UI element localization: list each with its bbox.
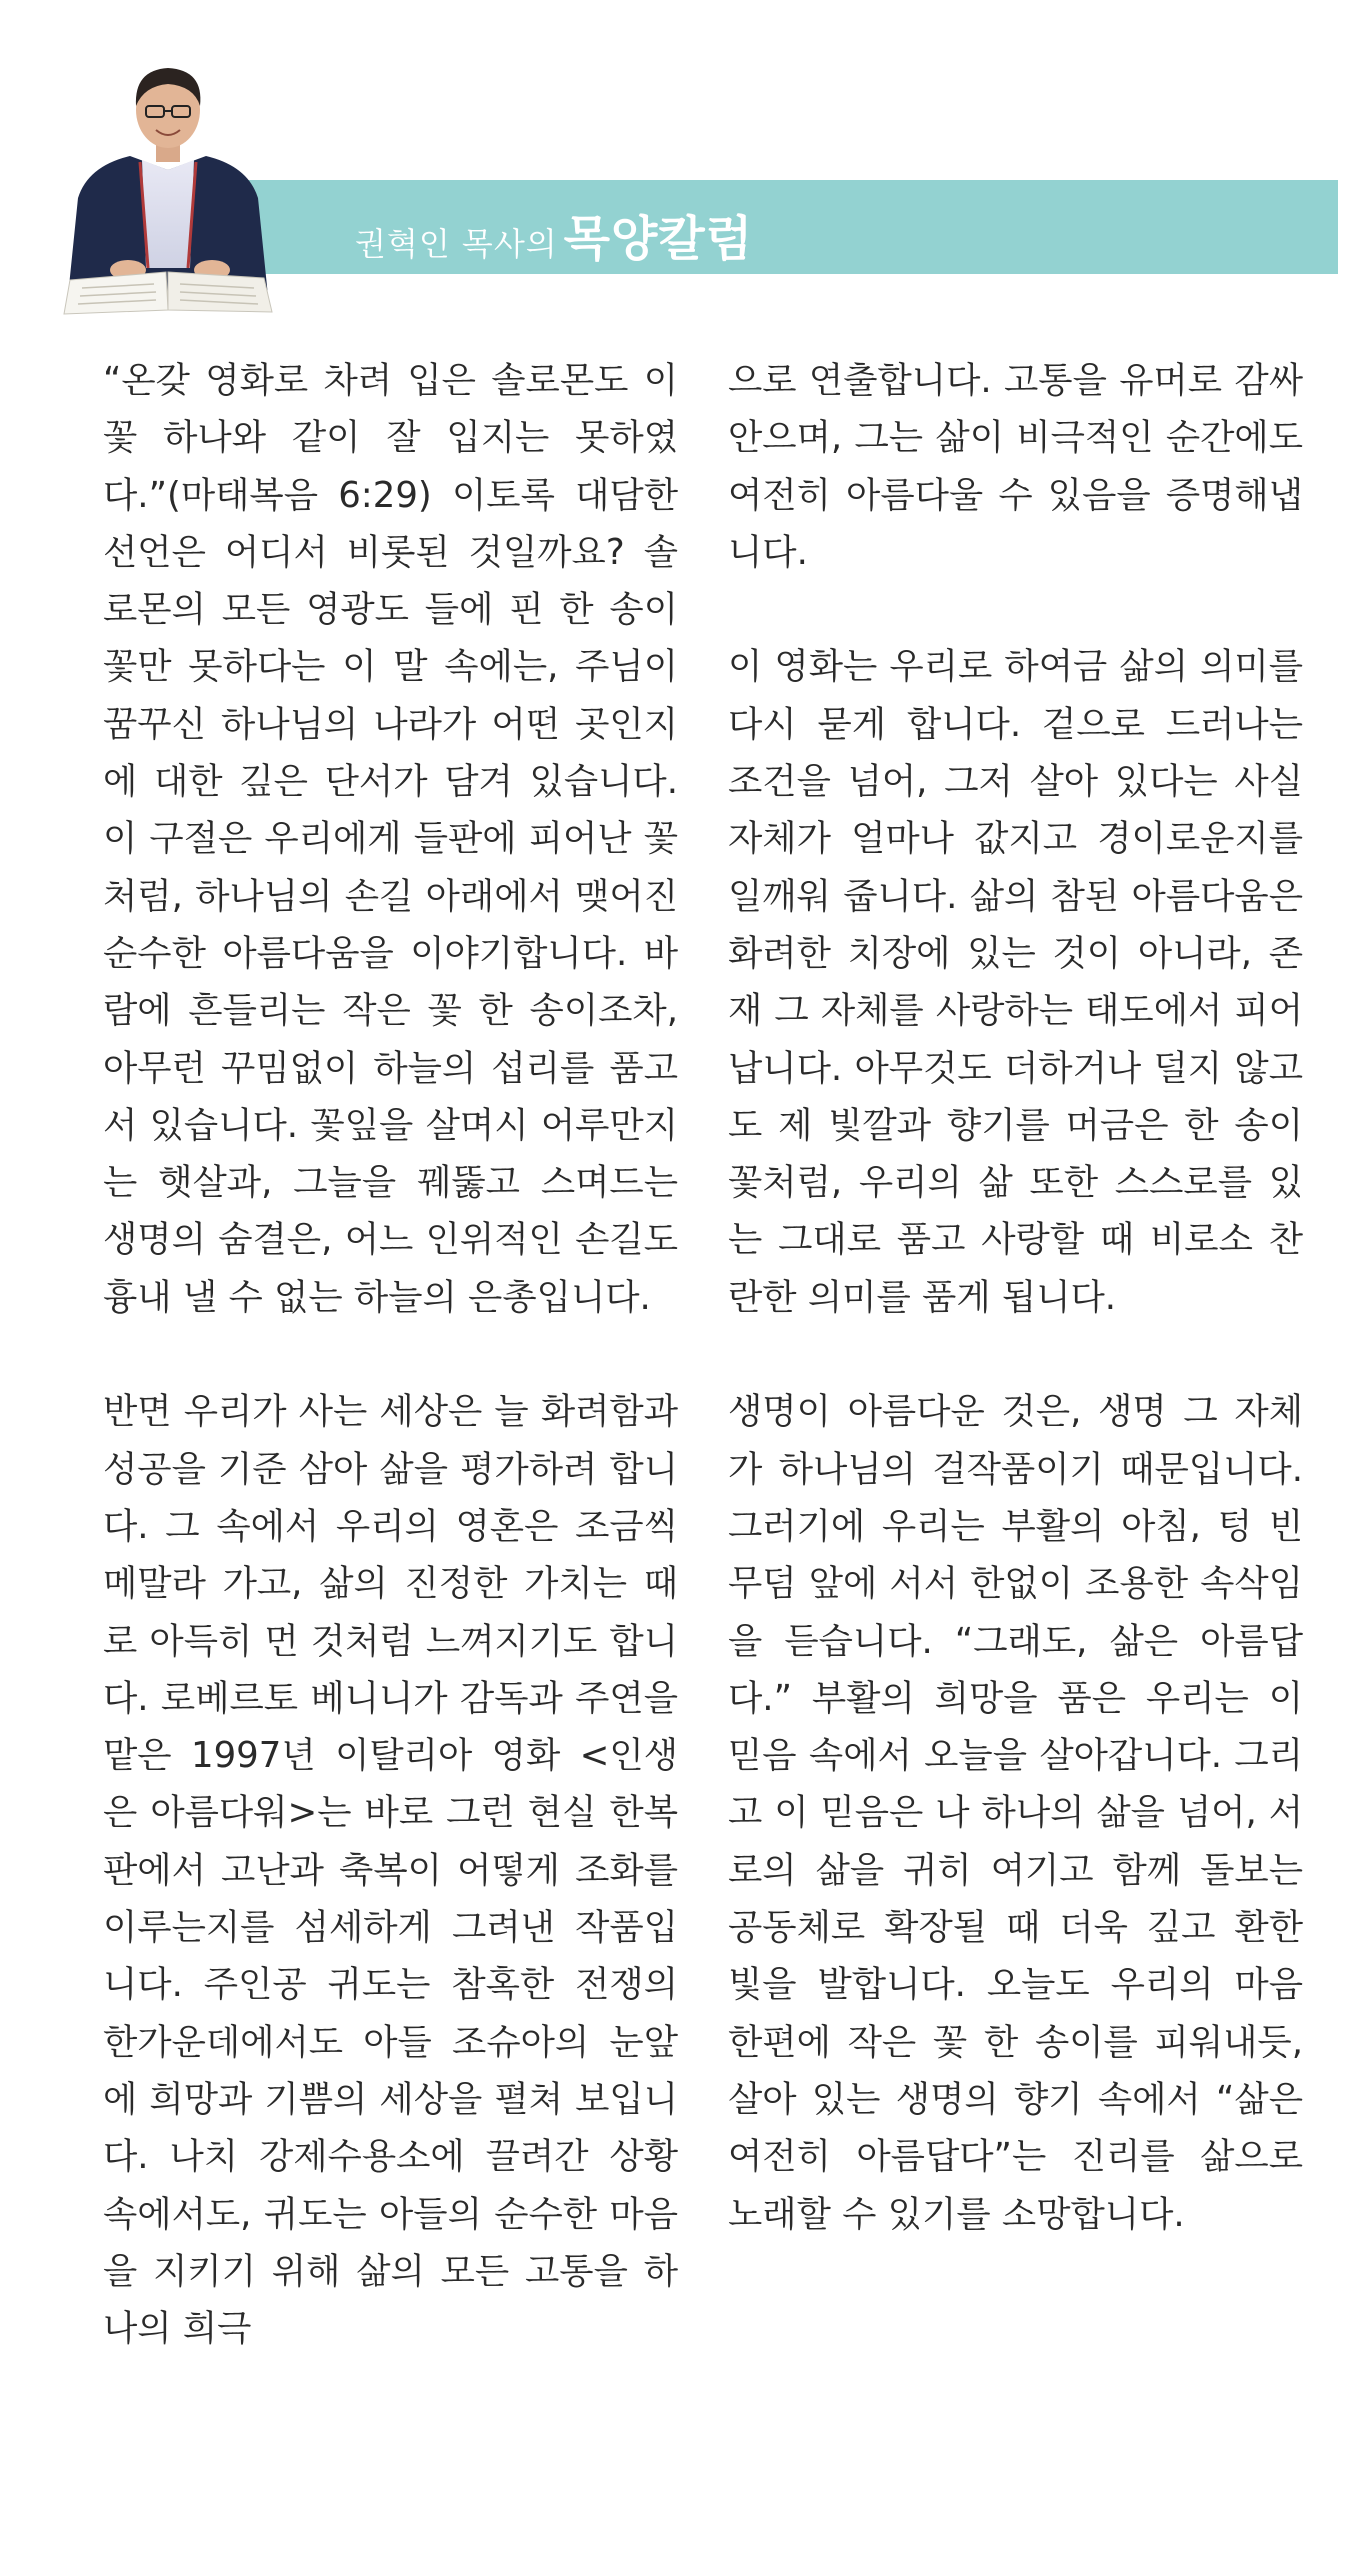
article-paragraph: “온갖 영화로 차려 입은 솔로몬도 이 꽃 하나와 같이 잘 입지는 못하였다.”(마태복음 6:29) 이토록 대담한 선언은 어디서 비롯된 것일까요? 솔로몬의 모든 영광도 들에 핀 한 송이 꽃만 못하다는 이 말 속에는, 주님이 꿈꾸신 하나님의 나라가 어떤 곳인지에 대한 깊은 단서가 담겨 있습니다. 이 구절은 우리에게 들판에 피어난 꽃처럼, 하나님의 손길 아래에서 맺어진 순수한 아름다움을 이야기합니다. 바람에 흔들리는 작은 꽃 한 송이조차, 아무런 꾸밈없이 하늘의 섭리를 품고 서 있습니다. 꽃잎을 살며시 어루만지는 햇살과, 그늘을 꿰뚫고 스며드는 생명의 숨결은, 어느 인위적인 손길도 흉내 낼 수 없는 하늘의 은총입니다.	[103, 360, 678, 1318]
article-paragraph: 으로 연출합니다. 고통을 유머로 감싸 안으며, 그는 삶이 비극적인 순간에도 여전히 아름다울 수 있음을 증명해냅니다.	[728, 360, 1303, 573]
banner-title	[355, 200, 754, 267]
article-left-column	[103, 352, 678, 2357]
author-subtitle: 권혁인 목사의	[355, 225, 558, 263]
article-paragraph: 생명이 아름다운 것은, 생명 그 자체가 하나님의 걸작품이기 때문입니다. 그러기에 우리는 부활의 아침, 텅 빈 무덤 앞에 서서 한없이 조용한 속삭임을 듣습니다. “그래도, 삶은 아름답다.” 부활의 희망을 품은 우리는 이 믿음 속에서 오늘을 살아갑니다. 그리고 이 믿음은 나 하나의 삶을 넘어, 서로의 삶을 귀히 여기고 함께 돌보는 공동체로 확장될 때 더욱 깊고 환한 빛을 발합니다. 오늘도 우리의 마음 한편에 작은 꽃 한 송이를 피워내듯, 살아 있는 생명의 향기 속에서 “삶은 여전히 아름답다”는 진리를 삶으로 노래할 수 있기를 소망합니다.	[728, 1391, 1303, 2235]
column-title: 목양칼럼	[563, 211, 754, 267]
article-paragraph: 반면 우리가 사는 세상은 늘 화려함과 성공을 기준 삼아 삶을 평가하려 합니다. 그 속에서 우리의 영혼은 조금씩 메말라 가고, 삶의 진정한 가치는 때로 아득히 먼 것처럼 느껴지기도 합니다. 로베르토 베니니가 감독과 주연을 맡은 1997년 이탈리아 영화 <인생은 아름다워>는 바로 그런 현실 한복판에서 고난과 축복이 어떻게 조화를 이루는지를 섬세하게 그려낸 작품입니다. 주인공 귀도는 참혹한 전쟁의 한가운데에서도 아들 조슈아의 눈앞에 희망과 기쁨의 세상을 펼쳐 보입니다. 나치 강제수용소에 끌려간 상황 속에서도, 귀도는 아들의 순수한 마음을 지키기 위해 삶의 모든 고통을 하나의 희극	[103, 1391, 678, 2350]
author-portrait	[58, 48, 278, 318]
article-right-column	[728, 352, 1303, 2243]
article-paragraph: 이 영화는 우리로 하여금 삶의 의미를 다시 묻게 합니다. 겉으로 드러나는 조건을 넘어, 그저 살아 있다는 사실 자체가 얼마나 값지고 경이로운지를 일깨워 줍니다. 삶의 참된 아름다움은 화려한 치장에 있는 것이 아니라, 존재 그 자체를 사랑하는 태도에서 피어납니다. 아무것도 더하거나 덜지 않고도 제 빛깔과 향기를 머금은 한 송이 꽃처럼, 우리의 삶 또한 스스로를 있는 그대로 품고 사랑할 때 비로소 찬란한 의미를 품게 됩니다.	[728, 646, 1303, 1318]
column-header	[0, 0, 1365, 330]
